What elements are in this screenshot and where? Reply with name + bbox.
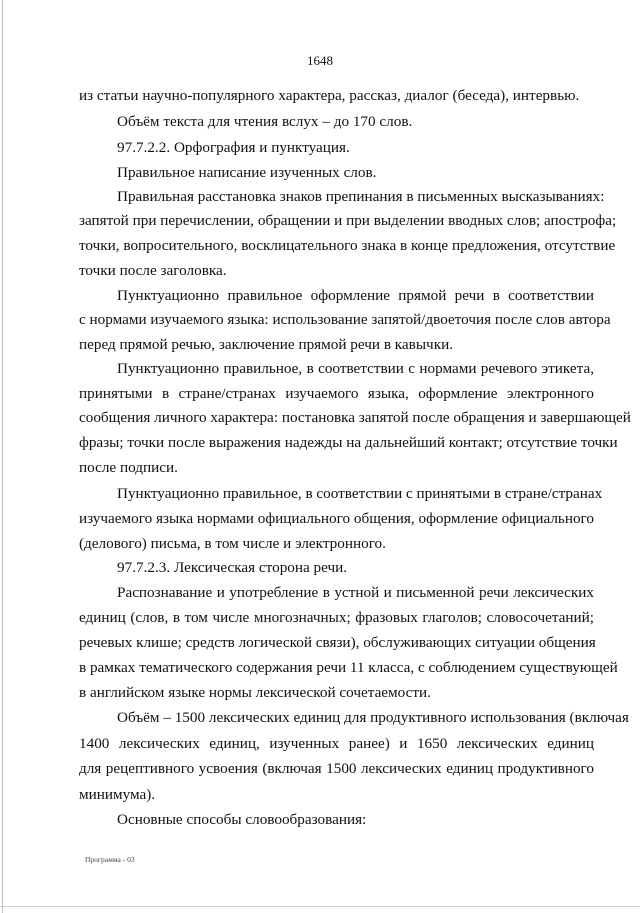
text-line: фразы; точки после выражения надежды на дальнейший контакт; отсутствие точки — [79, 434, 618, 451]
text-line: запятой при перечислении, обращении и при выделении вводных слов; апострофа; — [79, 212, 617, 229]
text-line: перед прямой речью, заключение прямой речи в кавычки. — [79, 336, 453, 353]
text-line: Основные способы словообразования: — [117, 811, 367, 828]
scan-edge-bottom — [0, 906, 640, 907]
page-number: 1648 — [307, 53, 333, 68]
text-line: из статьи научно-популярного характера, рассказ, диалог (беседа), интервью. — [79, 87, 580, 104]
text-line: Распознавание и употребление в устной и письменной речи лексических — [117, 584, 594, 601]
text-line: Пунктуационно правильное, в соответствии с нормами речевого этикета, — [117, 360, 594, 377]
text-line: единиц (слов, в том числе многозначных; фразовых глаголов; словосочетаний; — [79, 609, 594, 626]
text-line: принятыми в стране/странах изучаемого языка, оформление электронного — [79, 385, 594, 402]
text-line: 1400 лексических единиц, изученных ранее) и 1650 лексических единиц — [79, 735, 594, 752]
text-line: Правильная расстановка знаков препинания в письменных высказываниях: — [117, 188, 605, 205]
text-line: Пунктуационно правильное оформление прямой речи в соответствии — [117, 287, 594, 304]
text-line: (делового) письма, в том числе и электронного. — [79, 535, 386, 552]
text-line: Объём – 1500 лексических единиц для продуктивного использования (включая — [117, 709, 629, 726]
text-line: для рецептивного усвоения (включая 1500 лексических единиц продуктивного — [79, 760, 594, 777]
text-line: точки, вопросительного, восклицательного знака в конце предложения, отсутствие — [79, 237, 616, 254]
section-heading: 97.7.2.2. Орфография и пунктуация. — [117, 139, 350, 156]
scan-edge-left — [2, 0, 3, 913]
text-line: в рамках тематического содержания речи 11 класса, с соблюдением существующей — [79, 659, 618, 676]
footer-note: Программа - 03 — [85, 855, 135, 864]
text-line: в английском языке нормы лексической сочетаемости. — [79, 684, 431, 701]
text-line: изучаемого языка нормами официального общения, оформление официального — [79, 510, 594, 527]
text-line: Пунктуационно правильное, в соответствии с принятыми в стране/странах — [117, 485, 603, 502]
text-line: с нормами изучаемого языка: использование запятой/двоеточия после слов автора — [79, 311, 611, 328]
text-line: после подписи. — [79, 459, 178, 476]
text-line: Правильное написание изученных слов. — [117, 164, 377, 181]
text-line: сообщения личного характера: постановка запятой после обращения и завершающей — [79, 409, 631, 426]
text-line: речевых клише; средств логической связи), обслуживающих ситуации общения — [79, 634, 596, 651]
text-line: минимума). — [79, 786, 156, 803]
text-line: Объём текста для чтения вслух – до 170 слов. — [117, 113, 413, 130]
section-heading: 97.7.2.3. Лексическая сторона речи. — [117, 559, 348, 576]
text-line: точки после заголовка. — [79, 262, 227, 279]
